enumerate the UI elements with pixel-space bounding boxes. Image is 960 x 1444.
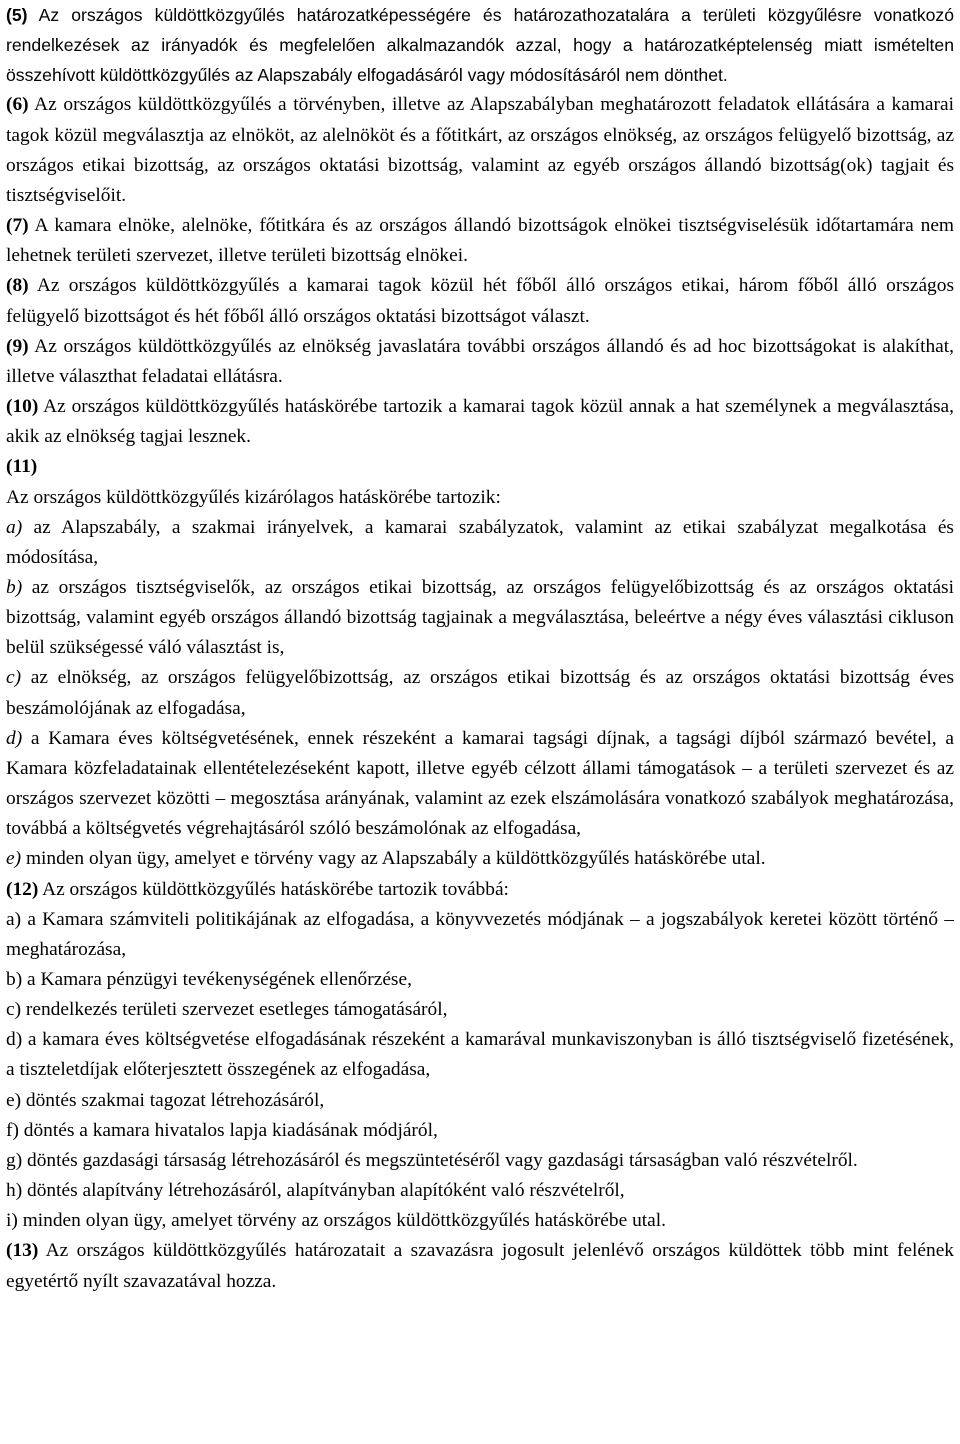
paragraph-text: A kamara elnöke, alelnöke, főtitkára és az országos állandó bizottságok elnökei tisztségviselésük időtartamára nem lehetnek területi szervezet, illetve területi bizottság elnökei. (6, 215, 955, 267)
paragraph-6 (6, 90, 954, 211)
item-text: az elnökség, az országos felügyelőbizottság, az országos etikai bizottság és az országos oktatási bizottság éves beszámolójának az elfogadása, (6, 667, 954, 719)
item-mark: b) (6, 576, 23, 598)
section-12-item-g: g) döntés gazdasági társaság létrehozásáról és megszüntetéséről vagy gazdasági társaságban való részvételről. (6, 1149, 858, 1171)
section-12-item-b: b) a Kamara pénzügyi tevékenységének ellenőrzése, (6, 969, 412, 990)
item-text: a Kamara éves költségvetésének, ennek részeként a kamarai tagsági díjnak, a tagsági díjból származó bevétel, a Kamara közfeladatainak ellentételezéseként kapott, illetve egyéb célzott állami támogatások – a területi szervezet és az országos szervezet közötti – megosztása arányának, valamint az ezek elszámolására vonatkozó szabályok meghatározása, továbbá a költségvetés végrehajtásáról szóló beszámolónak az elfogadása, (6, 727, 954, 840)
paragraph-text: Az országos küldöttközgyűlés a kamarai tagok közül hét főből álló országos etikai, három főből álló országos felügyelő bizottságot és hét főből álló országos oktatási bizottságot választ. (6, 275, 954, 327)
section-12-intro: Az országos küldöttközgyűlés hatáskörébe tartozik továbbá: (42, 878, 509, 900)
paragraph-text: Az országos küldöttközgyűlés határozatképességére és határozathozatalára a területi közgyűlésre vonatkozó rendelkezések az irányadók és megfelelően alkalmazandók azzal, hogy a határozatképtelenség miatt ismételten összehívott küldöttközgyűlés az Alapszabály elfogadásáról vagy módosításáról nem dönthet. (6, 5, 954, 86)
item-mark: c) (6, 667, 22, 689)
paragraph-text: Az országos küldöttközgyűlés határozatait a szavazásra jogosult jelenlévő országos küldöttek több mint felének egyetértő nyílt szavazatával hozza. (6, 1240, 954, 1292)
paragraph-text: Az országos küldöttközgyűlés hatáskörébe tartozik a kamarai tagok közül annak a hat személynek a megválasztása, akik az elnökség tagjai lesznek. (6, 396, 954, 448)
section-12-item-e: e) döntés szakmai tagozat létrehozásáról, (6, 1089, 325, 1111)
item-text: az országos tisztségviselők, az országos etikai bizottság, az országos felügyelőbizottság és az országos oktatási bizottság, valamint egyéb országos állandó bizottság tagjainak a megválasztása, beleértve a négy éves választási cikluson belül szükségessé váló választást is, (6, 576, 954, 659)
paragraph-number: (10) (6, 396, 39, 418)
section-11-item-a (6, 513, 954, 573)
item-mark: e) (6, 848, 22, 870)
paragraph-text: Az országos küldöttközgyűlés a törvényben, illetve az Alapszabályban meghatározott feladatok ellátására a kamarai tagok közül megválasztja az elnököt, az alelnököt és a főtitkárt, az országos elnökség, az országos felügyelő bizottság, az országos etikai bizottság, az országos oktatási bizottság, valamint az egyéb országos állandó bizottság(ok) tagjait és tisztségviselőit. (6, 94, 954, 206)
item-text: az Alapszabály, a szakmai irányelvek, a kamarai szabályzatok, valamint az etikai szabályzat megalkotása és módosítása, (6, 516, 954, 568)
section-12-item-f: f) döntés a kamara hivatalos lapja kiadásának módjáról, (6, 1119, 438, 1141)
paragraph-number: (8) (6, 275, 29, 297)
paragraph-5 (6, 0, 954, 90)
paragraph-9 (6, 332, 954, 392)
paragraph-number: (6) (6, 94, 29, 116)
section-11-item-b (6, 573, 954, 663)
paragraph-8 (6, 271, 954, 331)
section-11-item-c (6, 663, 954, 723)
section-12-item-d: d) a kamara éves költségvetése elfogadásának részeként a kamarával munkaviszonyban is álló tisztségviselő fizetésének, a tiszteletdíjak előterjesztett összegének az elfogadása, (6, 1029, 954, 1081)
section-11-item-d (6, 724, 954, 845)
paragraph-10 (6, 392, 954, 452)
section-12-item-c: c) rendelkezés területi szervezet esetleges támogatásáról, (6, 999, 448, 1021)
section-12-item-i: i) minden olyan ügy, amelyet törvény az országos küldöttközgyűlés hatáskörébe utal. (6, 1210, 666, 1232)
section-12-heading (6, 875, 954, 905)
section-12-item-h: h) döntés alapítvány létrehozásáról, alapítványban alapítóként való részvételről, (6, 1180, 625, 1202)
section-11-intro: Az országos küldöttközgyűlés kizárólagos hatáskörébe tartozik: (6, 486, 501, 508)
paragraph-number: (7) (6, 215, 29, 237)
section-12-item-a: a) a Kamara számviteli politikájának az elfogadása, a könyvvezetés módjának – a jogszabályok keretei között történő – meghatározása, (6, 908, 954, 960)
paragraph-number: (9) (6, 335, 29, 357)
paragraph-13 (6, 1236, 954, 1296)
item-mark: a) (6, 516, 23, 538)
document-page (6, 0, 954, 1297)
paragraph-number: (12) (6, 878, 39, 900)
item-mark: d) (6, 727, 23, 749)
paragraph-number: (5) (6, 5, 28, 25)
section-11-item-e (6, 844, 954, 874)
paragraph-7 (6, 211, 954, 271)
item-text: minden olyan ügy, amelyet e törvény vagy az Alapszabály a küldöttközgyűlés hatáskörébe utal. (25, 848, 766, 870)
paragraph-number: (13) (6, 1240, 39, 1262)
section-11-number: (11) (6, 456, 38, 478)
paragraph-text: Az országos küldöttközgyűlés az elnökség javaslatára további országos állandó és ad hoc bizottságokat is alakíthat, illetve választhat feladatai ellátásra. (6, 335, 954, 387)
